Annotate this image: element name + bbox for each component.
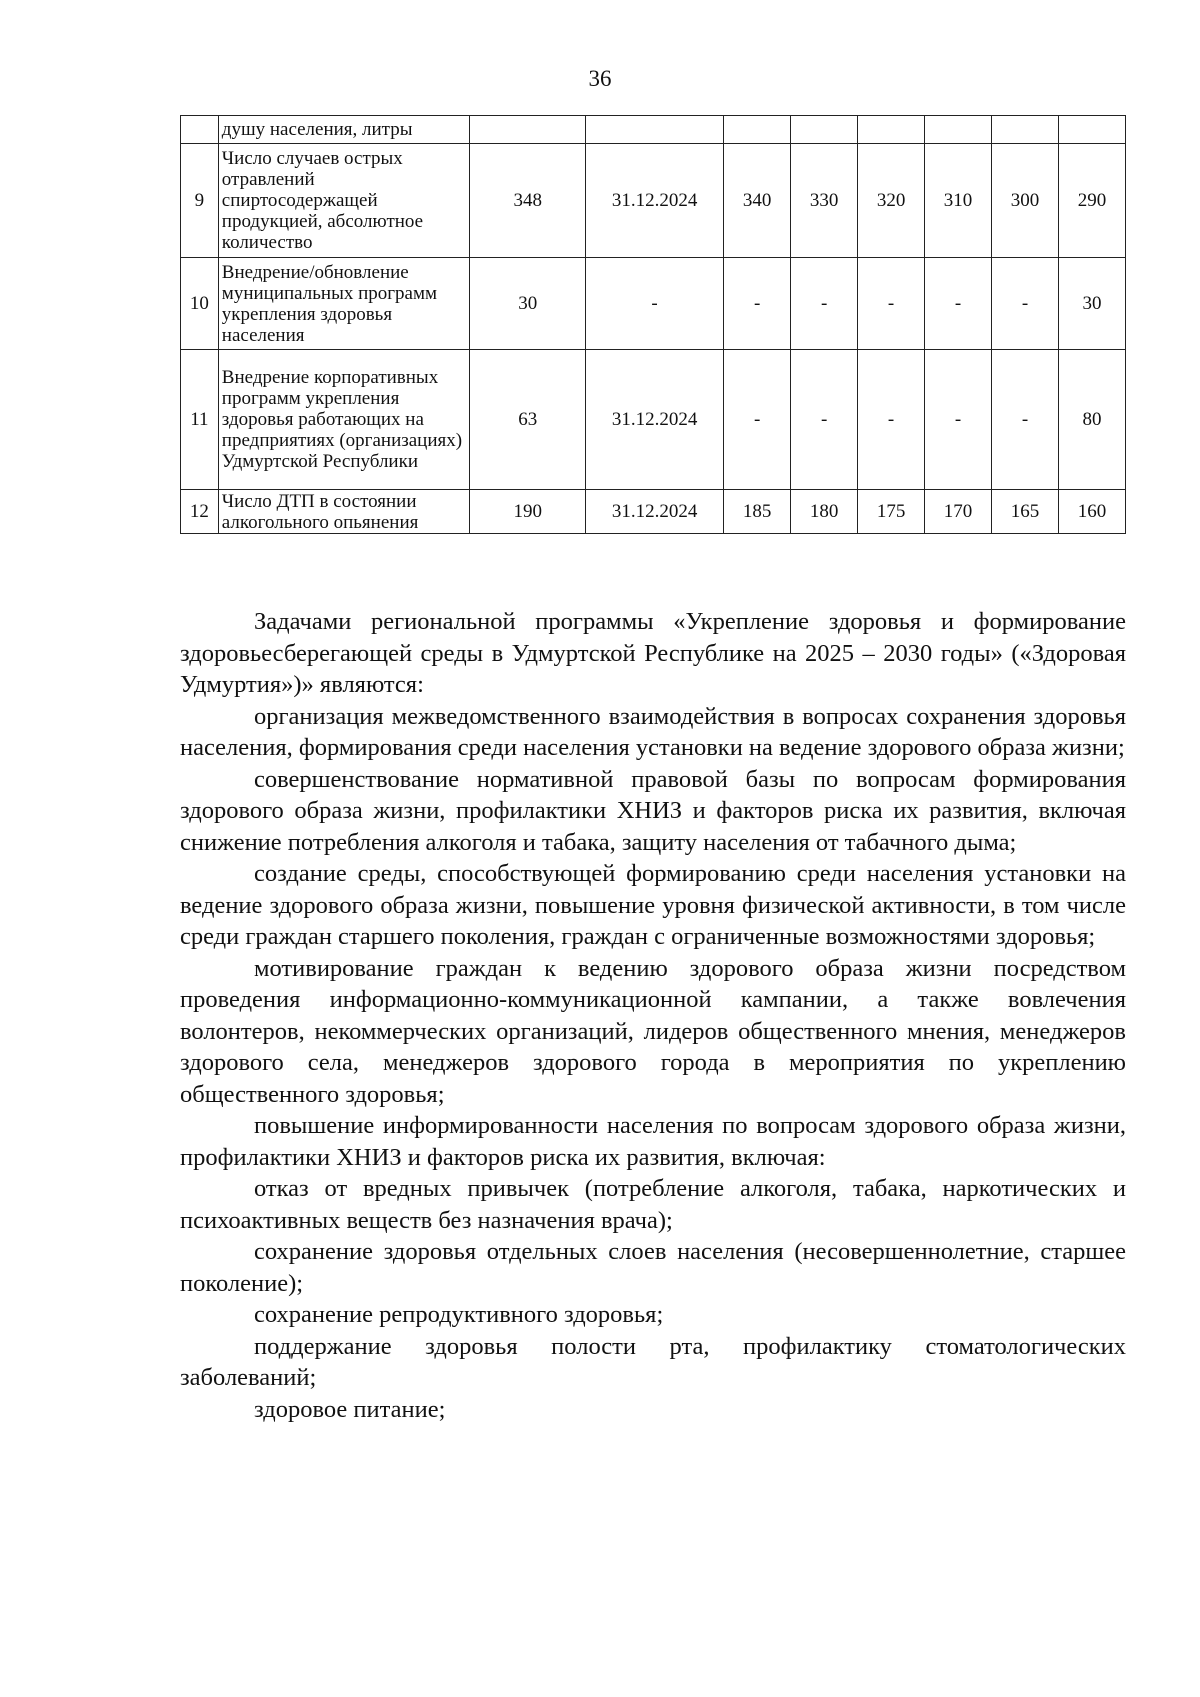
base-value-cell: 63 xyxy=(470,350,586,490)
year-value-cell xyxy=(925,116,992,144)
table-row xyxy=(181,116,1126,144)
indicator-name-cell: Число случаев острых отравлений спиртосодержащей продукцией, абсолютное количество xyxy=(218,144,470,258)
year-value-cell xyxy=(858,116,925,144)
year-value-cell: 185 xyxy=(724,490,791,534)
paragraph: создание среды, способствующей формированию среди населения установки на ведение здорового образа жизни, повышение уровня физической активности, в том числе среди граждан старшего поколения, граждан с ограниченные возможностями здоровья; xyxy=(180,860,1126,950)
row-number-cell xyxy=(181,116,219,144)
base-date-cell: - xyxy=(585,258,723,350)
year-value-cell: 30 xyxy=(1058,258,1125,350)
year-value-cell: - xyxy=(724,258,791,350)
table-body xyxy=(181,116,1126,534)
page-number: 36 xyxy=(588,66,612,91)
year-value-cell: - xyxy=(925,350,992,490)
year-value-cell: 290 xyxy=(1058,144,1125,258)
year-value-cell: 160 xyxy=(1058,490,1125,534)
year-value-cell: - xyxy=(858,258,925,350)
paragraph: сохранение репродуктивного здоровья; xyxy=(254,1301,664,1328)
paragraph: здоровое питание; xyxy=(254,1395,446,1423)
year-value-cell: 80 xyxy=(1058,350,1125,490)
table-row xyxy=(181,350,1126,490)
year-value-cell: 340 xyxy=(724,144,791,258)
year-value-cell xyxy=(724,116,791,144)
year-value-cell: 300 xyxy=(992,144,1059,258)
year-value-cell: - xyxy=(791,350,858,490)
table-row xyxy=(181,258,1126,350)
row-number-cell: 11 xyxy=(181,350,219,490)
year-value-cell: - xyxy=(992,350,1059,490)
base-value-cell: 190 xyxy=(470,490,586,534)
base-date-cell xyxy=(585,116,723,144)
indicator-name-cell: душу населения, литры xyxy=(218,116,470,144)
year-value-cell xyxy=(791,116,858,144)
year-value-cell: - xyxy=(992,258,1059,350)
year-value-cell: 180 xyxy=(791,490,858,534)
base-date-cell: 31.12.2024 xyxy=(585,490,723,534)
row-number-cell: 9 xyxy=(181,144,219,258)
base-value-cell xyxy=(470,116,586,144)
paragraph: сохранение здоровья отдельных слоев населения (несовершеннолетние, старшее поколение); xyxy=(180,1238,1126,1297)
paragraph: отказ от вредных привычек (потребление алкоголя, табака, наркотических и психоактивных веществ без назначения врача); xyxy=(180,1175,1126,1234)
indicator-name-cell: Внедрение/обновление муниципальных программ укрепления здоровья населения xyxy=(218,258,470,350)
indicator-name-cell: Число ДТП в состоянии алкогольного опьянения xyxy=(218,490,470,534)
table-row xyxy=(181,144,1126,258)
year-value-cell: 310 xyxy=(925,144,992,258)
paragraph: поддержание здоровья полости рта, профилактику стоматологических заболеваний; xyxy=(180,1332,1126,1391)
year-value-cell xyxy=(1058,116,1125,144)
year-value-cell: 330 xyxy=(791,144,858,258)
base-date-cell: 31.12.2024 xyxy=(585,144,723,258)
base-date-cell: 31.12.2024 xyxy=(585,350,723,490)
year-value-cell: 175 xyxy=(858,490,925,534)
paragraph: повышение информированности населения по вопросам здорового образа жизни, профилактики ХНИЗ и факторов риска их развития, включая: xyxy=(180,1112,1126,1171)
paragraph: совершенствование нормативной правовой базы по вопросам формирования здорового образа жизни, профилактики ХНИЗ и факторов риска их развития, включая снижение потребления алкоголя и табака, защиту населения от табачного дыма; xyxy=(180,765,1126,856)
base-value-cell: 348 xyxy=(470,144,586,258)
year-value-cell: 170 xyxy=(925,490,992,534)
row-number-cell: 10 xyxy=(181,258,219,350)
paragraph: организация межведомственного взаимодействия в вопросах сохранения здоровья населения, формирования среди населения установки на ведение здорового образа жизни; xyxy=(180,702,1126,761)
paragraph: Задачами региональной программы «Укрепление здоровья и формирование здоровьесберегающей среды в Удмуртской Республике на 2025 – 2030 годы» («Здоровая Удмуртия»)» являются: xyxy=(180,608,1126,698)
year-value-cell: - xyxy=(791,258,858,350)
year-value-cell: - xyxy=(858,350,925,490)
year-value-cell: 320 xyxy=(858,144,925,258)
row-number-cell: 12 xyxy=(181,490,219,534)
body-text xyxy=(180,606,1126,1425)
indicator-name-cell: Внедрение корпоративных программ укрепления здоровья работающих на предприятиях (организациях) Удмуртской Республики xyxy=(218,350,470,490)
paragraph: мотивирование граждан к ведению здорового образа жизни посредством проведения информационно-коммуникационной кампании, а также вовлечения волонтеров, некоммерческих организаций, лидеров общественного мнения, менеджеров здорового села, менеджеров здорового города в мероприятия по укреплению общественного здоровья; xyxy=(180,954,1126,1108)
table-row xyxy=(181,490,1126,534)
base-value-cell: 30 xyxy=(470,258,586,350)
year-value-cell xyxy=(992,116,1059,144)
year-value-cell: 165 xyxy=(992,490,1059,534)
year-value-cell: - xyxy=(925,258,992,350)
indicators-table xyxy=(180,115,1126,534)
year-value-cell: - xyxy=(724,350,791,490)
